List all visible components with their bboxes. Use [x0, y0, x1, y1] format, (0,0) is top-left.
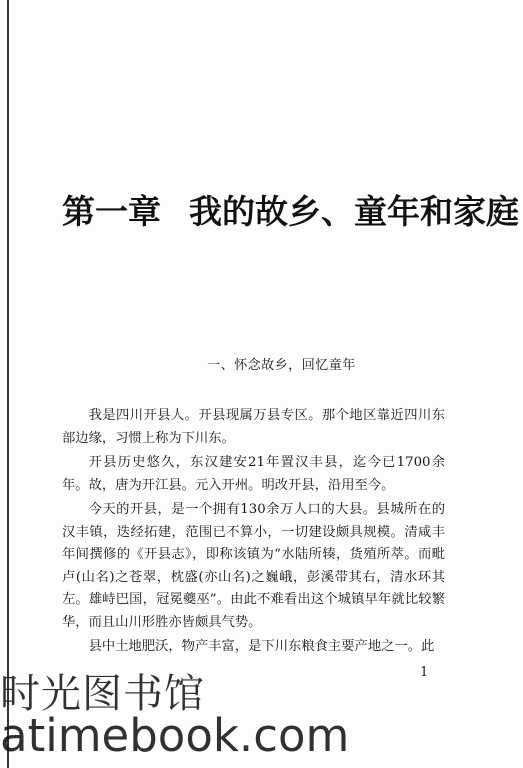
- body-text: [62, 405, 445, 661]
- paragraph: 县中土地肥沃，物产丰富，是下川东粮食主要产地之一。此: [88, 639, 435, 654]
- paragraph: 我是四川开县人。开县现属万县专区。那个地区靠近四川东部边缘，习惯上称为下川东。: [62, 408, 445, 446]
- watermark-site-name: 时光图书馆: [0, 671, 205, 717]
- watermark-url: atimebook.com: [0, 709, 350, 762]
- chapter-number: 第一章: [62, 192, 161, 231]
- page-number: 1: [420, 665, 429, 680]
- section-heading: 一、怀念故乡，回忆童年: [207, 358, 356, 373]
- paragraph: 开县历史悠久，东汉建安21年置汉丰县，迄今已1700余年。故，唐为开江县。元入开州。明改开县，沿用至今。: [62, 455, 445, 493]
- chapter-title: 我的故乡、童年和家庭: [189, 192, 519, 231]
- paragraph: 今天的开县，是一个拥有130余万人口的大县。县城所在的汉丰镇，迭经拓建，范围已不算小，一切建设颇具规模。清咸丰年间撰修的《开县志》，即称该镇为“水陆所辏，货殖所萃。而毗卢(山名)之苍翠，枕盛(亦山名)之巍峨，彭溪带其右，清水环其左。雄峙巴国，冠冕夔巫”。由此不难看出这个城镇早年就比较繁华，而且山川形胜亦皆颇具气势。: [62, 502, 445, 630]
- page-binding-edge: [7, 0, 9, 768]
- chapter-heading: [62, 186, 519, 233]
